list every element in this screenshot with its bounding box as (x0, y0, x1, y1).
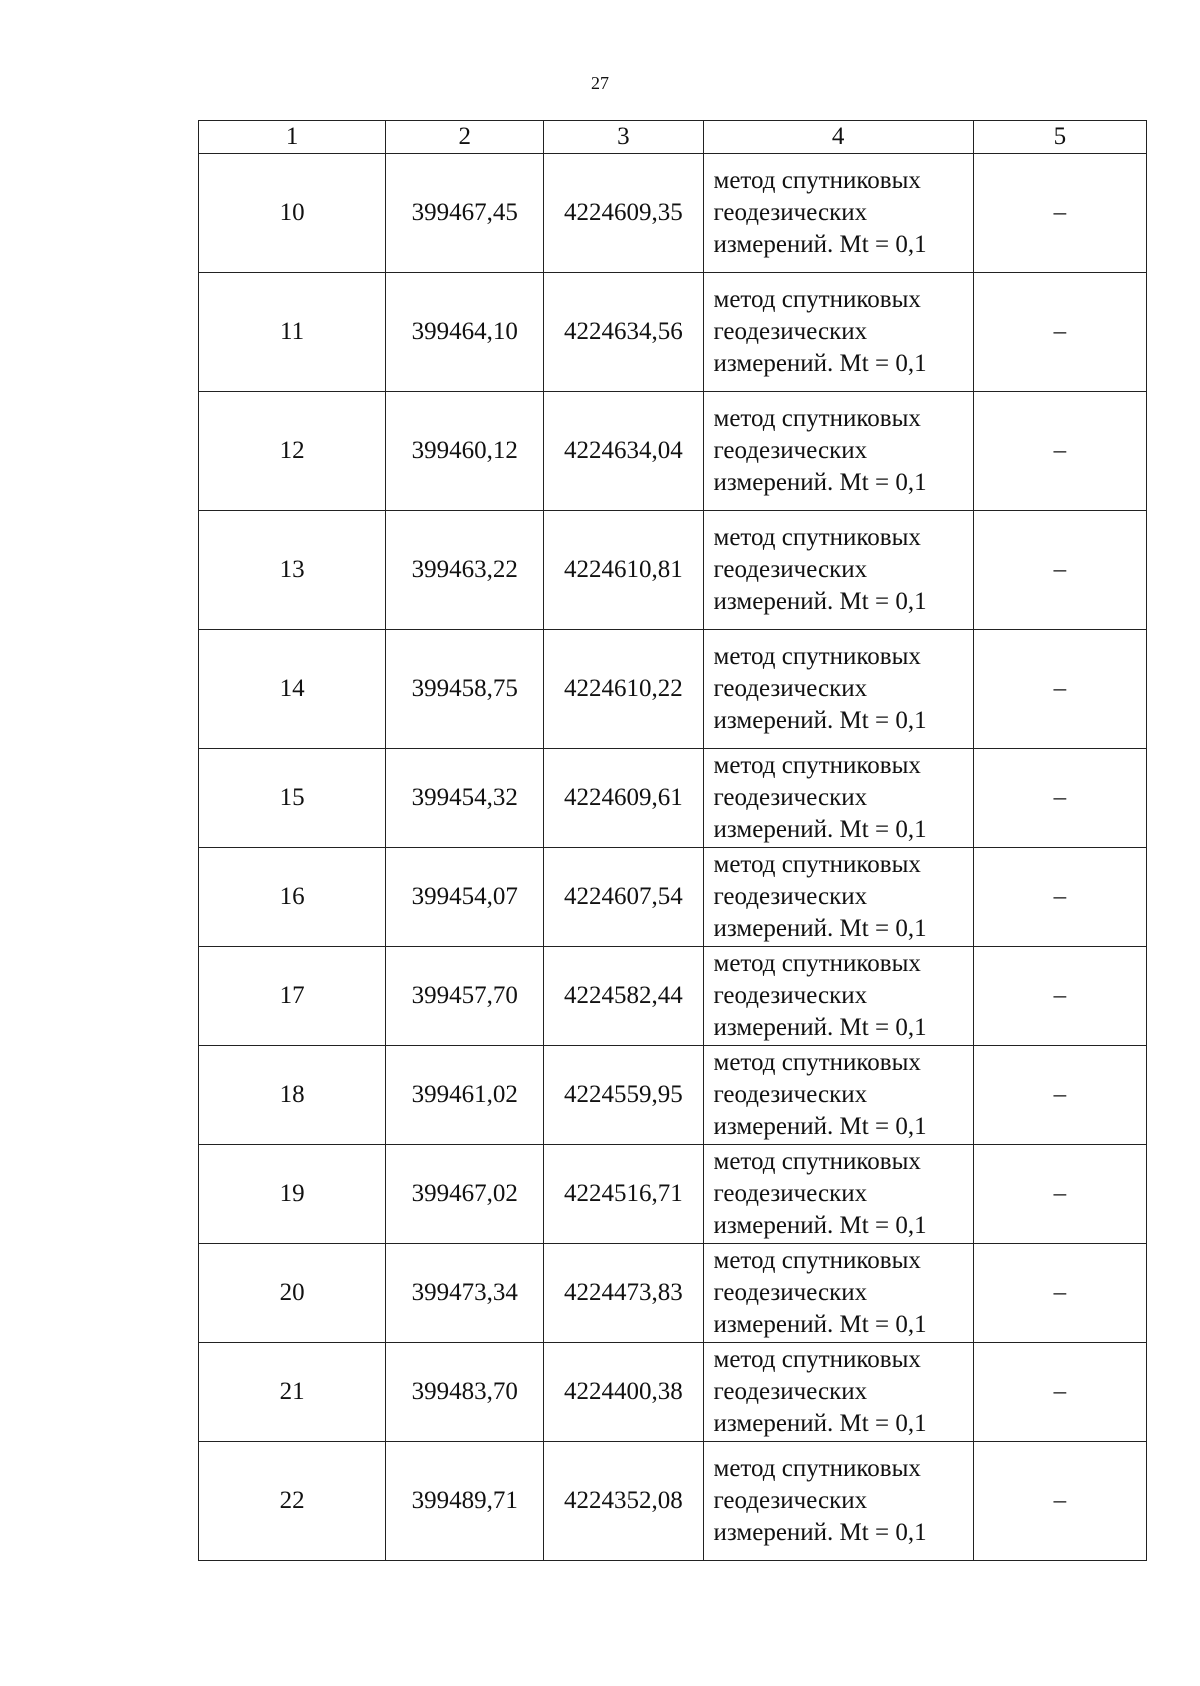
note-cell: – (973, 511, 1146, 630)
coordinate-x: 399461,02 (386, 1046, 544, 1145)
method-line-2: геодезических (713, 1081, 868, 1108)
method-cell (703, 749, 973, 848)
table-row (199, 630, 1147, 749)
coordinate-y: 4224516,71 (544, 1145, 703, 1244)
method-cell (703, 947, 973, 1046)
method-line-1: метод спутниковых (713, 167, 921, 194)
header-row (199, 121, 1147, 154)
note-cell: – (973, 392, 1146, 511)
method-line-2: геодезических (713, 1180, 868, 1207)
method-line-3: измерений. Mt = 0,1 (713, 1014, 927, 1041)
note-cell: – (973, 947, 1146, 1046)
method-line-1: метод спутниковых (713, 1049, 921, 1076)
note-cell: – (973, 630, 1146, 749)
method-line-1: метод спутниковых (713, 405, 921, 432)
table-row (199, 154, 1147, 273)
method-line-2: геодезических (713, 199, 868, 226)
method-line-3: измерений. Mt = 0,1 (713, 1113, 927, 1140)
coordinate-x: 399473,34 (386, 1244, 544, 1343)
method-line-2: геодезических (713, 437, 868, 464)
coordinates-table (198, 120, 1147, 1561)
method-line-3: измерений. Mt = 0,1 (713, 231, 927, 258)
method-line-1: метод спутниковых (713, 643, 921, 670)
table-row (199, 1244, 1147, 1343)
table-row (199, 1343, 1147, 1442)
method-line-2: геодезических (713, 1279, 868, 1306)
note-cell: – (973, 1442, 1146, 1561)
table-row (199, 947, 1147, 1046)
method-line-2: геодезических (713, 784, 868, 811)
column-header-5: 5 (973, 121, 1146, 154)
method-cell (703, 273, 973, 392)
table-body (199, 154, 1147, 1561)
note-cell: – (973, 848, 1146, 947)
method-cell (703, 1145, 973, 1244)
coordinate-x: 399454,07 (386, 848, 544, 947)
method-cell (703, 511, 973, 630)
point-number: 11 (199, 273, 386, 392)
method-line-1: метод спутниковых (713, 286, 921, 313)
table-row (199, 1442, 1147, 1561)
coordinate-x: 399460,12 (386, 392, 544, 511)
coordinate-y: 4224352,08 (544, 1442, 703, 1561)
note-cell: – (973, 154, 1146, 273)
method-cell (703, 392, 973, 511)
note-cell: – (973, 1046, 1146, 1145)
method-line-1: метод спутниковых (713, 950, 921, 977)
note-cell: – (973, 1343, 1146, 1442)
coordinate-x: 399458,75 (386, 630, 544, 749)
column-header-1: 1 (199, 121, 386, 154)
method-line-1: метод спутниковых (713, 851, 921, 878)
coordinate-y: 4224607,54 (544, 848, 703, 947)
method-line-3: измерений. Mt = 0,1 (713, 350, 927, 377)
method-line-1: метод спутниковых (713, 1346, 921, 1373)
coordinate-x: 399463,22 (386, 511, 544, 630)
table-row (199, 392, 1147, 511)
coordinate-y: 4224582,44 (544, 947, 703, 1046)
coordinate-x: 399467,02 (386, 1145, 544, 1244)
note-cell: – (973, 273, 1146, 392)
point-number: 10 (199, 154, 386, 273)
method-line-3: измерений. Mt = 0,1 (713, 707, 927, 734)
coordinate-y: 4224609,61 (544, 749, 703, 848)
method-line-3: измерений. Mt = 0,1 (713, 469, 927, 496)
coordinate-y: 4224634,56 (544, 273, 703, 392)
method-cell (703, 1343, 973, 1442)
method-line-1: метод спутниковых (713, 1455, 921, 1482)
method-line-2: геодезических (713, 1487, 868, 1514)
page-number: 27 (591, 73, 609, 93)
point-number: 16 (199, 848, 386, 947)
note-cell: – (973, 1145, 1146, 1244)
method-cell (703, 154, 973, 273)
method-line-2: геодезических (713, 556, 868, 583)
coordinate-x: 399457,70 (386, 947, 544, 1046)
method-line-3: измерений. Mt = 0,1 (713, 1410, 927, 1437)
method-line-3: измерений. Mt = 0,1 (713, 915, 927, 942)
table-row (199, 848, 1147, 947)
table-row (199, 1145, 1147, 1244)
coordinate-x: 399464,10 (386, 273, 544, 392)
coordinate-y: 4224609,35 (544, 154, 703, 273)
method-cell (703, 848, 973, 947)
coordinate-y: 4224400,38 (544, 1343, 703, 1442)
point-number: 14 (199, 630, 386, 749)
method-line-3: измерений. Mt = 0,1 (713, 1311, 927, 1338)
table-row (199, 749, 1147, 848)
method-line-2: геодезических (713, 982, 868, 1009)
coordinate-x: 399454,32 (386, 749, 544, 848)
table-row (199, 1046, 1147, 1145)
note-cell: – (973, 749, 1146, 848)
method-line-1: метод спутниковых (713, 752, 921, 779)
table-header (199, 121, 1147, 154)
point-number: 13 (199, 511, 386, 630)
point-number: 17 (199, 947, 386, 1046)
method-cell (703, 1046, 973, 1145)
method-line-3: измерений. Mt = 0,1 (713, 1212, 927, 1239)
coordinate-y: 4224634,04 (544, 392, 703, 511)
method-line-1: метод спутниковых (713, 524, 921, 551)
method-line-3: измерений. Mt = 0,1 (713, 588, 927, 615)
point-number: 20 (199, 1244, 386, 1343)
table-row (199, 511, 1147, 630)
point-number: 18 (199, 1046, 386, 1145)
column-header-3: 3 (544, 121, 703, 154)
coordinate-x: 399467,45 (386, 154, 544, 273)
point-number: 19 (199, 1145, 386, 1244)
method-line-2: геодезических (713, 675, 868, 702)
table-row (199, 273, 1147, 392)
coordinate-y: 4224473,83 (544, 1244, 703, 1343)
method-line-2: геодезических (713, 318, 868, 345)
method-cell (703, 630, 973, 749)
point-number: 15 (199, 749, 386, 848)
method-line-2: геодезических (713, 1378, 868, 1405)
method-cell (703, 1442, 973, 1561)
point-number: 22 (199, 1442, 386, 1561)
point-number: 12 (199, 392, 386, 511)
method-line-3: измерений. Mt = 0,1 (713, 1519, 927, 1546)
method-cell (703, 1244, 973, 1343)
coordinate-x: 399489,71 (386, 1442, 544, 1561)
method-line-1: метод спутниковых (713, 1148, 921, 1175)
coordinate-x: 399483,70 (386, 1343, 544, 1442)
column-header-2: 2 (386, 121, 544, 154)
note-cell: – (973, 1244, 1146, 1343)
column-header-4: 4 (703, 121, 973, 154)
coordinate-y: 4224610,81 (544, 511, 703, 630)
coordinate-y: 4224559,95 (544, 1046, 703, 1145)
coordinate-y: 4224610,22 (544, 630, 703, 749)
method-line-1: метод спутниковых (713, 1247, 921, 1274)
method-line-3: измерений. Mt = 0,1 (713, 816, 927, 843)
method-line-2: геодезических (713, 883, 868, 910)
point-number: 21 (199, 1343, 386, 1442)
